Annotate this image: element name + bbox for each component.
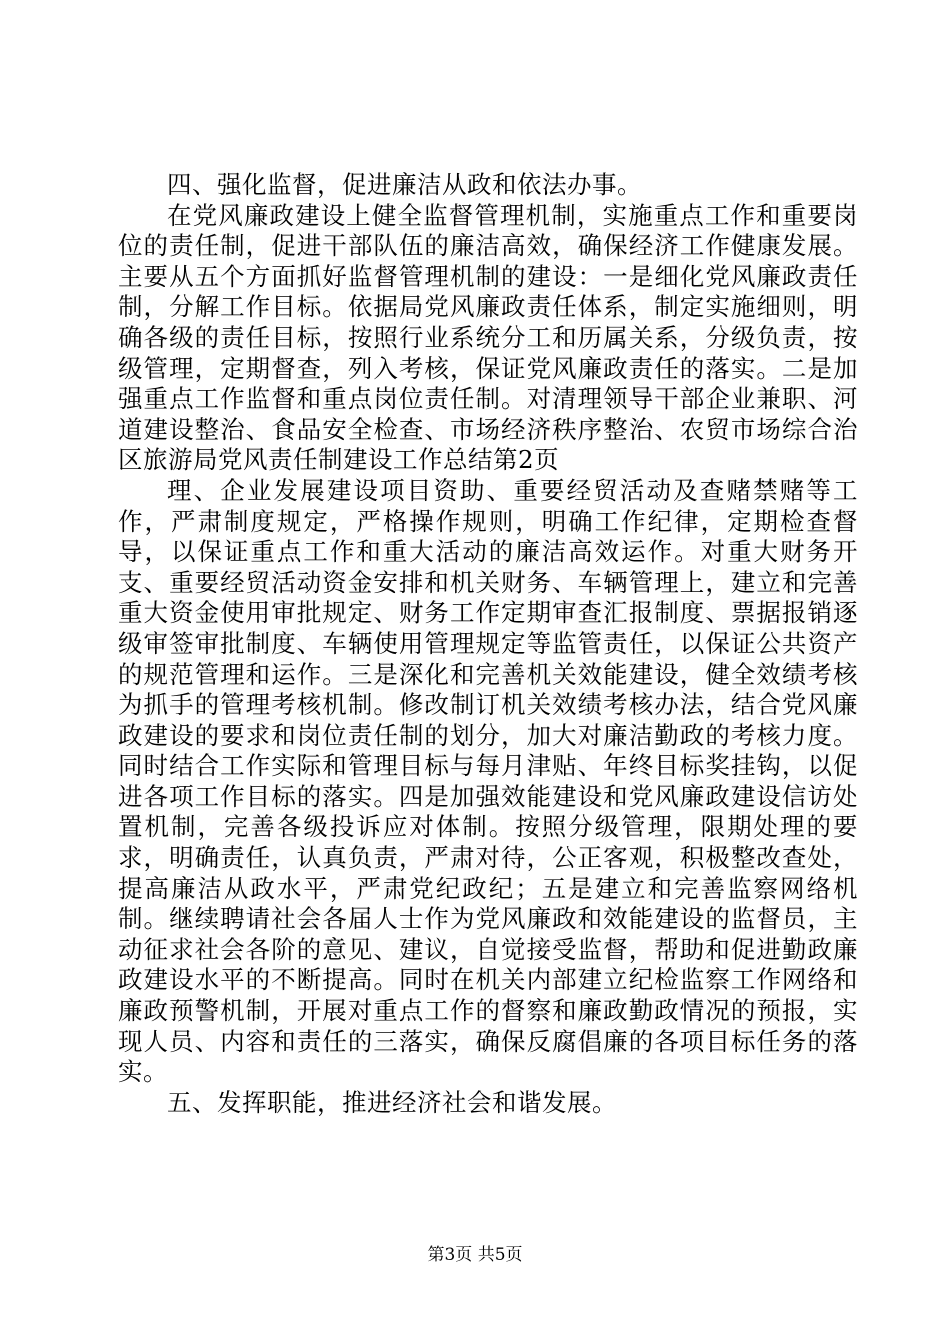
body-paragraph-2: 理、企业发展建设项目资助、重要经贸活动及查赌禁赌等工作，严肃制度规定，严格操作规则，明确工作纪律，定期检查督导，以保证重点工作和重大活动的廉洁高效运作。对重大财务开支、重要经贸活动资金安排和机关财务、车辆管理上，建立和完善重大资金使用审批规定、财务工作定期审查汇报制度、票据报销逐级审签审批制度、车辆使用管理规定等监管责任，以保证公共资产的规范管理和运作。三是深化和完善机关效能建设，健全效绩考核为抓手的管理考核机制。修改制订机关效绩考核办法，结合党风廉政建设的要求和岗位责任制的划分，加大对廉洁勤政的考核力度。同时结合工作实际和管理目标与每月津贴、年终目标奖挂钩，以促进各项工作目标的落实。四是加强效能建设和党风廉政建设信访处置机制，完善各级投诉应对体制。按照分级管理，限期处理的要求，明确责任，认真负责，严肃对待，公正客观，积极整改查处，提高廉洁从政水平，严肃党纪政纪；五是建立和完善监察网络机制。继续聘请社会各届人士作为党风廉政和效能建设的监督员，主动征求社会各阶的意见、建议，自觉接受监督，帮助和促进勤政廉政建设水平的不断提高。同时在机关内部建立纪检监察工作网络和廉政预警机制，开展对重点工作的督察和廉政勤政情况的预报，实现人员、内容和责任的三落实，确保反腐倡廉的各项目标任务的落实。 <box>118 475 858 1087</box>
page-number: 第3页 共5页 <box>427 1245 523 1265</box>
document-body <box>118 170 858 1118</box>
page-footer <box>0 1244 950 1266</box>
body-paragraph-1: 在党风廉政建设上健全监督管理机制，实施重点工作和重要岗位的责任制，促进干部队伍的廉洁高效，确保经济工作健康发展。主要从五个方面抓好监督管理机制的建设：一是细化党风廉政责任制，分解工作目标。依据局党风廉政责任体系，制定实施细则，明确各级的责任目标，按照行业系统分工和历属关系，分级负责，按级管理，定期督查，列入考核，保证党风廉政责任的落实。二是加强重点工作监督和重点岗位责任制。对清理领导干部企业兼职、河道建设整治、食品安全检查、市场经济秩序整治、农贸市场综合治区旅游局党风责任制建设工作总结第2页 <box>118 200 858 475</box>
section-heading-five: 五、发挥职能，推进经济社会和谐发展。 <box>167 1087 617 1117</box>
section-heading-four: 四、强化监督，促进廉洁从政和依法办事。 <box>167 170 642 199</box>
